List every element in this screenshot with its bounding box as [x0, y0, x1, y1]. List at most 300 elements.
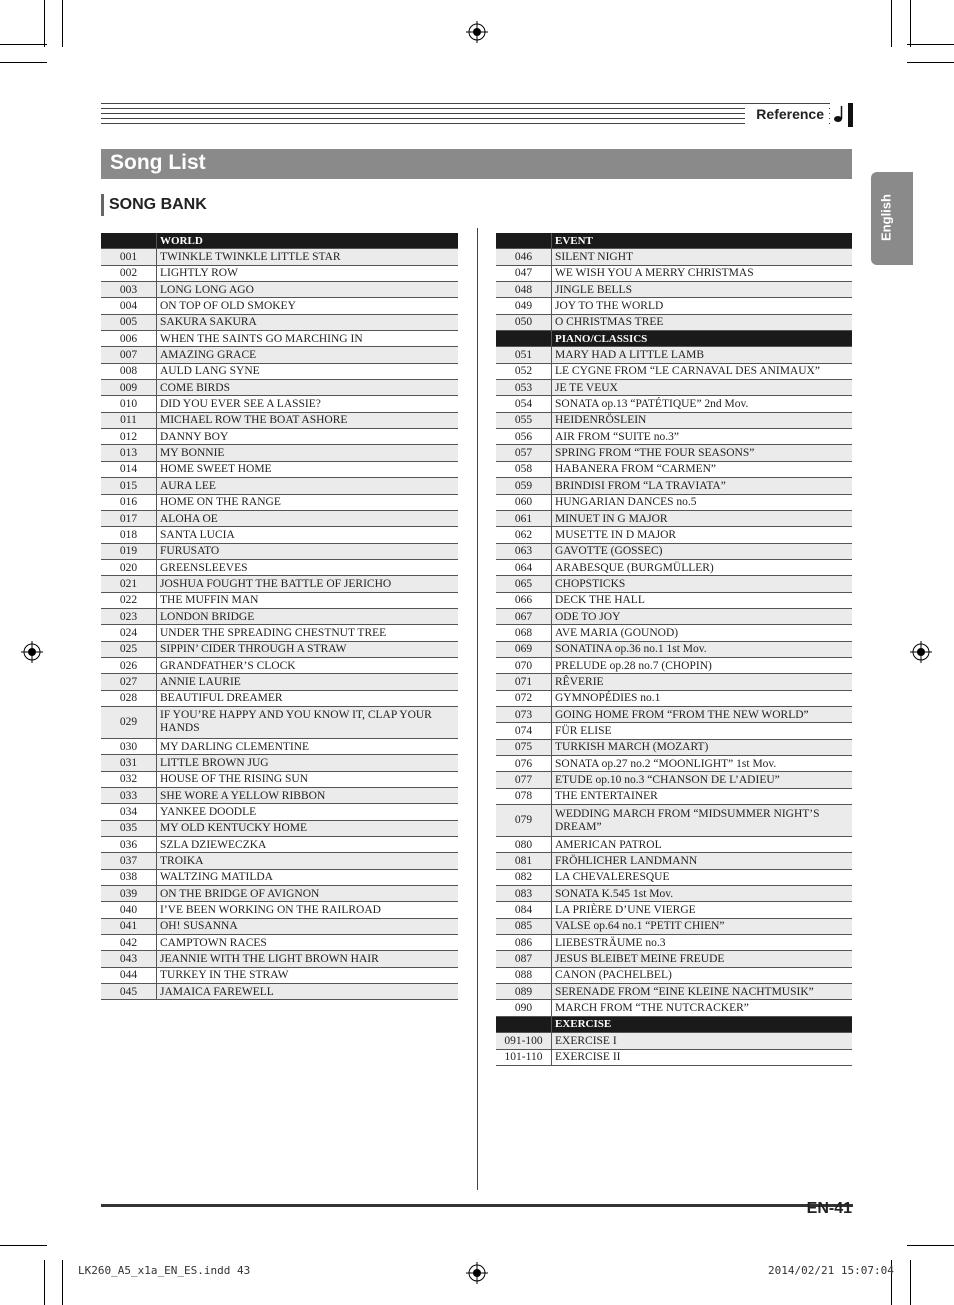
song-row	[101, 837, 458, 853]
song-title: GYMNOPÉDIES no.1	[552, 690, 853, 706]
song-row	[101, 461, 458, 477]
song-row	[496, 853, 852, 869]
song-title: SZLA DZIEWECZKA	[157, 837, 459, 853]
song-row	[101, 380, 458, 396]
crop-mark	[891, 0, 892, 47]
song-number: 019	[101, 543, 157, 559]
song-number: 045	[101, 984, 157, 1000]
song-row	[496, 935, 852, 951]
song-number: 056	[496, 429, 552, 445]
song-title: JEANNIE WITH THE LIGHT BROWN HAIR	[157, 951, 459, 967]
crop-mark	[0, 1245, 47, 1246]
song-row	[496, 494, 852, 510]
song-number: 051	[496, 347, 552, 363]
song-row	[496, 347, 852, 363]
song-number: 049	[496, 298, 552, 314]
song-number: 065	[496, 576, 552, 592]
song-title: O CHRISTMAS TREE	[552, 314, 853, 330]
song-title: JOSHUA FOUGHT THE BATTLE OF JERICHO	[157, 576, 459, 592]
song-number: 004	[101, 298, 157, 314]
song-number: 006	[101, 331, 157, 347]
song-title: LONG LONG AGO	[157, 282, 459, 298]
song-title: YANKEE DOODLE	[157, 804, 459, 820]
song-number: 084	[496, 902, 552, 918]
song-row	[496, 723, 852, 739]
song-number: 089	[496, 984, 552, 1000]
song-row	[101, 282, 458, 298]
song-title: PRELUDE op.28 no.7 (CHOPIN)	[552, 657, 853, 673]
song-number: 067	[496, 608, 552, 624]
song-row	[101, 967, 458, 983]
song-title: JOY TO THE WORLD	[552, 298, 853, 314]
song-title: AMERICAN PATROL	[552, 837, 853, 853]
song-number: 052	[496, 363, 552, 379]
song-row	[496, 396, 852, 412]
song-row	[496, 282, 852, 298]
category-header-row	[496, 331, 852, 347]
song-row	[101, 298, 458, 314]
song-title: CAMPTOWN RACES	[157, 935, 459, 951]
song-row	[101, 608, 458, 624]
file-slug: LK260_A5_x1a_EN_ES.indd 43	[78, 1264, 251, 1277]
song-title: JINGLE BELLS	[552, 282, 853, 298]
song-title: MARCH FROM “THE NUTCRACKER”	[552, 1000, 853, 1016]
header-staff-lines	[101, 103, 853, 127]
crop-mark	[0, 44, 47, 45]
song-number: 027	[101, 674, 157, 690]
song-number: 016	[101, 494, 157, 510]
song-number: 020	[101, 559, 157, 575]
song-row	[496, 527, 852, 543]
song-number: 007	[101, 347, 157, 363]
section-label: Reference	[756, 106, 824, 122]
column-divider	[477, 228, 478, 1190]
song-title: SANTA LUCIA	[157, 527, 459, 543]
song-row	[101, 576, 458, 592]
category-label: EVENT	[552, 233, 853, 249]
song-title: SPRING FROM “THE FOUR SEASONS”	[552, 445, 853, 461]
crop-mark	[62, 0, 63, 47]
song-title: THE ENTERTAINER	[552, 788, 853, 804]
song-row	[496, 1049, 852, 1065]
crop-mark	[910, 1260, 911, 1305]
song-row	[101, 641, 458, 657]
song-number: 008	[101, 363, 157, 379]
song-title: ETUDE op.10 no.3 “CHANSON DE L’ADIEU”	[552, 772, 853, 788]
song-row	[496, 805, 852, 837]
song-number: 014	[101, 461, 157, 477]
song-title: ON TOP OF OLD SMOKEY	[157, 298, 459, 314]
song-title: AMAZING GRACE	[157, 347, 459, 363]
song-title: LA PRIÈRE D’UNE VIERGE	[552, 902, 853, 918]
song-number: 046	[496, 249, 552, 265]
song-number: 050	[496, 314, 552, 330]
song-title: DECK THE HALL	[552, 592, 853, 608]
song-number: 063	[496, 543, 552, 559]
song-title: MY DARLING CLEMENTINE	[157, 738, 459, 754]
song-number: 062	[496, 527, 552, 543]
song-row	[496, 592, 852, 608]
song-number: 003	[101, 282, 157, 298]
song-row	[101, 265, 458, 281]
song-title: BRINDISI FROM “LA TRAVIATA”	[552, 478, 853, 494]
song-title: SONATA op.27 no.2 “MOONLIGHT” 1st Mov.	[552, 756, 853, 772]
song-row	[101, 543, 458, 559]
song-row	[496, 869, 852, 885]
song-number: 028	[101, 690, 157, 706]
song-row	[101, 918, 458, 934]
song-row	[101, 249, 458, 265]
song-title: MY BONNIE	[157, 445, 459, 461]
song-row	[496, 772, 852, 788]
song-number: 034	[101, 804, 157, 820]
song-title: AIR FROM “SUITE no.3”	[552, 429, 853, 445]
registration-mark-icon	[466, 1262, 488, 1284]
song-number: 091-100	[496, 1033, 552, 1049]
song-row	[101, 935, 458, 951]
song-title: DID YOU EVER SEE A LASSIE?	[157, 396, 459, 412]
song-number: 073	[496, 706, 552, 722]
song-title: GOING HOME FROM “FROM THE NEW WORLD”	[552, 706, 853, 722]
song-row	[101, 559, 458, 575]
song-title: ON THE BRIDGE OF AVIGNON	[157, 886, 459, 902]
song-title: FRÖHLICHER LANDMANN	[552, 853, 853, 869]
song-row	[496, 380, 852, 396]
song-row	[496, 706, 852, 722]
song-title: SONATINA op.36 no.1 1st Mov.	[552, 641, 853, 657]
song-number: 081	[496, 853, 552, 869]
song-title: LA CHEVALERESQUE	[552, 869, 853, 885]
song-title: MY OLD KENTUCKY HOME	[157, 820, 459, 836]
song-title: ALOHA OE	[157, 510, 459, 526]
song-row	[101, 853, 458, 869]
song-number: 048	[496, 282, 552, 298]
song-title: WHEN THE SAINTS GO MARCHING IN	[157, 331, 459, 347]
language-tab	[871, 172, 913, 265]
song-number: 059	[496, 478, 552, 494]
song-number: 026	[101, 657, 157, 673]
song-row	[101, 363, 458, 379]
song-title: HEIDENRÖSLEIN	[552, 412, 853, 428]
song-title: ARABESQUE (BURGMÜLLER)	[552, 559, 853, 575]
song-row	[496, 1000, 852, 1016]
song-row	[101, 886, 458, 902]
song-title: SILENT NIGHT	[552, 249, 853, 265]
song-row	[496, 363, 852, 379]
song-title: JAMAICA FAREWELL	[157, 984, 459, 1000]
song-row	[496, 608, 852, 624]
song-number: 041	[101, 918, 157, 934]
song-number: 070	[496, 657, 552, 673]
song-row	[496, 412, 852, 428]
song-title: HOME SWEET HOME	[157, 461, 459, 477]
song-row	[496, 886, 852, 902]
song-row	[496, 967, 852, 983]
song-title: SAKURA SAKURA	[157, 314, 459, 330]
song-row	[101, 592, 458, 608]
crop-mark	[44, 0, 45, 47]
song-title: IF YOU’RE HAPPY AND YOU KNOW IT, CLAP YOUR HANDS	[157, 706, 459, 738]
song-title: EXERCISE I	[552, 1033, 853, 1049]
song-row	[101, 951, 458, 967]
song-title: TURKEY IN THE STRAW	[157, 967, 459, 983]
song-number: 069	[496, 641, 552, 657]
song-title: TROIKA	[157, 853, 459, 869]
song-number: 085	[496, 918, 552, 934]
song-title: GAVOTTE (GOSSEC)	[552, 543, 853, 559]
song-row	[101, 804, 458, 820]
song-number: 068	[496, 625, 552, 641]
song-number: 018	[101, 527, 157, 543]
song-title: BEAUTIFUL DREAMER	[157, 690, 459, 706]
song-row	[101, 788, 458, 804]
song-number: 010	[101, 396, 157, 412]
crop-mark	[907, 1245, 954, 1246]
song-number: 002	[101, 265, 157, 281]
song-title: LIEBESTRÄUME no.3	[552, 935, 853, 951]
song-row	[496, 902, 852, 918]
song-title: CANON (PACHELBEL)	[552, 967, 853, 983]
song-title: SIPPIN’ CIDER THROUGH A STRAW	[157, 641, 459, 657]
song-number: 054	[496, 396, 552, 412]
song-row	[496, 690, 852, 706]
category-header-row	[496, 1016, 852, 1032]
song-row	[496, 510, 852, 526]
song-title: OH! SUSANNA	[157, 918, 459, 934]
song-number: 015	[101, 478, 157, 494]
category-label: EXERCISE	[552, 1016, 853, 1032]
song-row	[496, 461, 852, 477]
song-title: SONATA K.545 1st Mov.	[552, 886, 853, 902]
song-number: 072	[496, 690, 552, 706]
song-row	[101, 820, 458, 836]
song-row	[496, 674, 852, 690]
song-row	[496, 984, 852, 1000]
page-title-bar	[101, 149, 852, 179]
song-number: 017	[101, 510, 157, 526]
song-number: 025	[101, 641, 157, 657]
song-row	[496, 837, 852, 853]
song-row	[496, 951, 852, 967]
song-number: 021	[101, 576, 157, 592]
song-row	[496, 543, 852, 559]
song-row	[496, 429, 852, 445]
song-number: 043	[101, 951, 157, 967]
song-title: EXERCISE II	[552, 1049, 853, 1065]
song-number: 076	[496, 756, 552, 772]
song-number: 012	[101, 429, 157, 445]
song-title: HUNGARIAN DANCES no.5	[552, 494, 853, 510]
song-title: MINUET IN G MAJOR	[552, 510, 853, 526]
song-row	[101, 347, 458, 363]
song-row	[101, 706, 458, 738]
song-title: FURUSATO	[157, 543, 459, 559]
song-title: TURKISH MARCH (MOZART)	[552, 739, 853, 755]
song-title: GRANDFATHER’S CLOCK	[157, 657, 459, 673]
song-row	[101, 494, 458, 510]
song-title: FÜR ELISE	[552, 723, 853, 739]
song-row	[101, 984, 458, 1000]
song-title: DANNY BOY	[157, 429, 459, 445]
song-row	[496, 918, 852, 934]
song-number: 055	[496, 412, 552, 428]
song-number: 039	[101, 886, 157, 902]
song-row	[496, 641, 852, 657]
song-number: 071	[496, 674, 552, 690]
crop-mark	[0, 62, 47, 63]
song-number: 053	[496, 380, 552, 396]
page-title: Song List	[110, 151, 206, 174]
category-label: WORLD	[157, 233, 459, 249]
song-number: 087	[496, 951, 552, 967]
song-number: 074	[496, 723, 552, 739]
song-title: JE TE VEUX	[552, 380, 853, 396]
song-row	[101, 869, 458, 885]
song-number: 077	[496, 772, 552, 788]
song-number: 080	[496, 837, 552, 853]
song-row	[496, 265, 852, 281]
song-number: 047	[496, 265, 552, 281]
song-number: 083	[496, 886, 552, 902]
song-row	[101, 478, 458, 494]
song-row	[101, 412, 458, 428]
song-title: UNDER THE SPREADING CHESTNUT TREE	[157, 625, 459, 641]
song-title: LITTLE BROWN JUG	[157, 755, 459, 771]
crop-mark	[907, 44, 954, 45]
song-title: JESUS BLEIBET MEINE FREUDE	[552, 951, 853, 967]
song-row	[496, 576, 852, 592]
footer-rule	[101, 1204, 853, 1207]
song-title: WALTZING MATILDA	[157, 869, 459, 885]
song-row	[101, 396, 458, 412]
crop-mark	[910, 0, 911, 47]
song-number: 022	[101, 592, 157, 608]
song-number: 060	[496, 494, 552, 510]
song-title: HABANERA FROM “CARMEN”	[552, 461, 853, 477]
song-row	[496, 314, 852, 330]
song-title: I’VE BEEN WORKING ON THE RAILROAD	[157, 902, 459, 918]
song-title: MUSETTE IN D MAJOR	[552, 527, 853, 543]
crop-mark	[62, 1260, 63, 1305]
song-row	[496, 788, 852, 804]
song-title: AVE MARIA (GOUNOD)	[552, 625, 853, 641]
song-title: SHE WORE A YELLOW RIBBON	[157, 788, 459, 804]
song-title: SERENADE FROM “EINE KLEINE NACHTMUSIK”	[552, 984, 853, 1000]
song-title: CHOPSTICKS	[552, 576, 853, 592]
song-title: ODE TO JOY	[552, 608, 853, 624]
song-title: HOME ON THE RANGE	[157, 494, 459, 510]
subsection-heading: SONG BANK	[101, 194, 207, 216]
song-row	[101, 738, 458, 754]
song-row	[496, 445, 852, 461]
song-row	[496, 756, 852, 772]
song-number: 029	[101, 706, 157, 738]
song-row	[101, 429, 458, 445]
song-number: 082	[496, 869, 552, 885]
song-number: 013	[101, 445, 157, 461]
song-row	[496, 559, 852, 575]
song-title: ANNIE LAURIE	[157, 674, 459, 690]
song-row	[101, 902, 458, 918]
crop-mark	[907, 62, 954, 63]
song-title: THE MUFFIN MAN	[157, 592, 459, 608]
song-number: 005	[101, 314, 157, 330]
song-number: 038	[101, 869, 157, 885]
song-row	[496, 1033, 852, 1049]
registration-mark-icon	[466, 21, 488, 43]
song-title: LE CYGNE FROM “LE CARNAVAL DES ANIMAUX”	[552, 363, 853, 379]
registration-mark-icon	[910, 641, 932, 663]
song-title: GREENSLEEVES	[157, 559, 459, 575]
song-number: 064	[496, 559, 552, 575]
music-note-icon	[830, 103, 853, 127]
category-header-row	[101, 233, 458, 249]
song-table-left	[101, 233, 458, 1000]
song-row	[101, 331, 458, 347]
song-number: 033	[101, 788, 157, 804]
song-title: MARY HAD A LITTLE LAMB	[552, 347, 853, 363]
song-number: 101-110	[496, 1049, 552, 1065]
date-slug: 2014/02/21 15:07:04	[768, 1264, 894, 1277]
song-row	[101, 625, 458, 641]
song-title: HOUSE OF THE RISING SUN	[157, 771, 459, 787]
song-row	[496, 298, 852, 314]
song-number: 086	[496, 935, 552, 951]
song-row	[496, 625, 852, 641]
song-title: AULD LANG SYNE	[157, 363, 459, 379]
song-row	[101, 690, 458, 706]
song-row	[496, 739, 852, 755]
song-title: TWINKLE TWINKLE LITTLE STAR	[157, 249, 459, 265]
song-title: LIGHTLY ROW	[157, 265, 459, 281]
song-number: 030	[101, 738, 157, 754]
language-tab-label: English	[878, 194, 894, 241]
song-number: 075	[496, 739, 552, 755]
song-number: 078	[496, 788, 552, 804]
song-number: 040	[101, 902, 157, 918]
song-title: AURA LEE	[157, 478, 459, 494]
song-title: LONDON BRIDGE	[157, 608, 459, 624]
category-header-row	[496, 233, 852, 249]
song-row	[101, 657, 458, 673]
song-row	[496, 478, 852, 494]
song-row	[496, 249, 852, 265]
song-number: 044	[101, 967, 157, 983]
song-number: 023	[101, 608, 157, 624]
song-row	[101, 314, 458, 330]
crop-mark	[44, 1260, 45, 1305]
song-row	[101, 510, 458, 526]
song-row	[101, 445, 458, 461]
song-title: MICHAEL ROW THE BOAT ASHORE	[157, 412, 459, 428]
song-number: 036	[101, 837, 157, 853]
song-number: 032	[101, 771, 157, 787]
song-title: RÊVERIE	[552, 674, 853, 690]
song-number: 001	[101, 249, 157, 265]
song-number: 031	[101, 755, 157, 771]
song-number: 066	[496, 592, 552, 608]
song-number: 009	[101, 380, 157, 396]
song-row	[101, 755, 458, 771]
song-row	[101, 771, 458, 787]
song-row	[101, 674, 458, 690]
registration-mark-icon	[21, 641, 43, 663]
song-number: 057	[496, 445, 552, 461]
song-title: SONATA op.13 “PATÉTIQUE” 2nd Mov.	[552, 396, 853, 412]
song-number: 058	[496, 461, 552, 477]
song-row	[101, 527, 458, 543]
song-number: 035	[101, 820, 157, 836]
